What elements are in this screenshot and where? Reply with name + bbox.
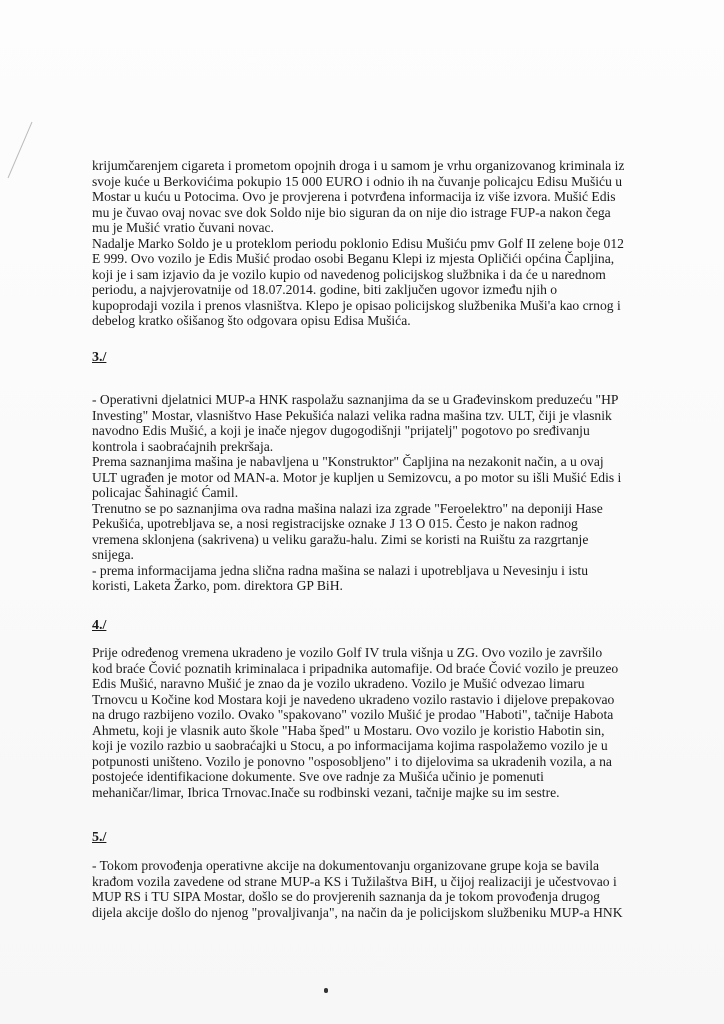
paragraph-block-4 <box>92 645 618 800</box>
scan-speck <box>324 988 328 993</box>
text-line: Trnovcu u Kočine kod Mostara koji je navedeno ukradeno vozilo rastavio i dijelove prepakovao <box>92 691 615 707</box>
paragraph-block-5 <box>92 858 623 920</box>
text-line: kod braće Čović poznatih kriminalaca i pripadnika automafije. Od braće Čović vozilo je preuzeo <box>92 660 619 676</box>
text-line: mu je Mušić vratio čuvani novac. <box>92 220 274 235</box>
text-line: postojeće identifikacione dokumente. Sve ove radnje za Mušića učinio je pomenuti <box>92 769 544 784</box>
text-line: Ahmetu, koji je vlasnik auto škole "Haba šped" u Mostaru. Ovo vozilo je koristio Habotin sin, <box>92 722 605 738</box>
text-line: koristi, Laketa Žarko, pom. direktora GP BiH. <box>92 578 343 593</box>
text-line: policajac Šahinagić Ćamil. <box>92 485 239 500</box>
section-heading-4: 4./ <box>92 618 107 633</box>
text-line: periodu, a najvjerovatnije od 18.07.2014. godine, biti zaključen ugovor između njih o <box>92 282 558 297</box>
text-line: Investing" Mostar, vlasništvo Hase Pekušića nalazi velika radna mašina tzv. ULT, čiji je vlasnik <box>92 407 612 423</box>
text-line: Pekušića, upotrebljava se, a nosi registracijske oznake J 13 O 015. Često je nakon radnog <box>92 516 578 531</box>
text-line: mehaničar/limar, Ibrica Trnovac.Inače su rodbinski vezani, tačnije majke su im sestre. <box>92 784 560 800</box>
text-line: kontrola i saobraćajnih prekršaja. <box>92 438 274 454</box>
text-line: Nadalje Marko Soldo je u proteklom periodu poklonio Edisu Mušiću pmv Golf II zelene boje 012 <box>92 235 624 251</box>
text-line: krađom vozila zavedene od strane MUP-a KS i Tužilaštva BiH, u čijoj realizaciji je učestvovao i <box>92 873 617 889</box>
text-line: vremena sklonjena (sakrivena) u veliku garažu-halu. Zimi se koristi na Ruištu za razgrtanje <box>92 531 589 547</box>
text-line: dijela akcije došlo do njenog "provaljivanja", na način da je policijskom službeniku MUP-a HNK <box>92 904 623 920</box>
text-line: - Tokom provođenja operativne akcije na dokumentovanju organizovane grupe koja se bavila <box>92 858 600 873</box>
text-line: - Operativni djelatnici MUP-a HNK raspolažu saznanjima da se u Građevinskom preduzeću "HP <box>92 392 619 407</box>
section-heading-5: 5./ <box>92 830 107 845</box>
paragraph-block-3 <box>92 392 621 594</box>
text-line: potpunosti uništeno. Vozilo je ponovno "osposobljeno" i to dijelovima sa ukradenih vozila, a na <box>92 753 612 769</box>
text-line: snijega. <box>92 547 134 562</box>
text-line: ULT ugrađen je motor od MAN-a. Motor je kupljen u Semizovcu, a po motor su išli Mušić Edis i <box>92 469 622 485</box>
text-line: Prije određenog vremena ukradeno je vozilo Golf IV trula višnja u ZG. Ovo vozilo je završilo <box>92 645 603 660</box>
text-line: svoje kuće u Berkovićima pokupio 15 000 EURO i odnio ih na čuvanje policajcu Edisu Mušiću u <box>92 173 623 189</box>
text-line: Edis Mušić, naravno Mušić je znao da je vozilo ukradeno. Vozilo je Mušić odvezao limaru <box>92 676 585 691</box>
text-line: debelog kratko ošišanog što odgovara opisu Edisa Mušića. <box>92 313 411 328</box>
text-line: kupoprodaji vozila i prenos vlasništva. Klepo je opisao policijskog službenika Muši'a kao crnog i <box>92 297 621 313</box>
text-line: mu je čuvao ovaj novac sve dok Soldo nije bio siguran da on nije dio istrage FUP-a nakon čega <box>92 204 611 220</box>
text-line: MUP RS i TU SIPA Mostar, došlo se do provjerenih saznanja da je tokom provođenja drugog <box>92 889 600 904</box>
scan-artifact-mark <box>6 120 34 180</box>
text-line: koji je vozilo razbio u saobraćajki u Stocu, a po informacijama kojima raspolažemo vozilo je u <box>92 738 608 753</box>
text-line: Mostar u kuću u Potocima. Ovo je provjerena i potvrđena informacija iz više izvora. Mušić Edis <box>92 189 616 204</box>
text-line: - prema informacijama jedna slična radna mašina se nalazi i upotrebljava u Nevesinju i istu <box>92 562 588 578</box>
text-line: Trenutno se po saznanjima ova radna mašina nalazi iza zgrade "Feroelektro" na deponiji Hase <box>92 500 603 516</box>
section-heading-3: 3./ <box>92 350 107 365</box>
text-line: krijumčarenjem cigareta i prometom opojnih droga i u samom je vrhu organizovanog kriminala iz <box>92 158 625 173</box>
text-line: na drugo razbijeno vozilo. Ovako "spakovano" vozilo Mušić je prodao "Haboti", tačnije Habota <box>92 707 614 722</box>
text-line: E 999. Ovo vozilo je Edis Mušić prodao osobi Beganu Klepi iz mjesta Opličići općina Čapljina, <box>92 251 615 266</box>
text-line: koji je i sam izjavio da je vozilo kupio od navedenog policijskog službnika i da će u narednom <box>92 266 606 282</box>
paragraph-block-1 <box>92 158 624 329</box>
text-line: Prema saznanjima mašina je nabavljena u "Konstruktor" Čapljina na nezakonit način, a u ovaj <box>92 454 604 469</box>
text-line: navodno Edis Mušić, a koji je inače njegov dugogodišnji "prijatelj" pogotovo po sređivanju <box>92 423 590 438</box>
